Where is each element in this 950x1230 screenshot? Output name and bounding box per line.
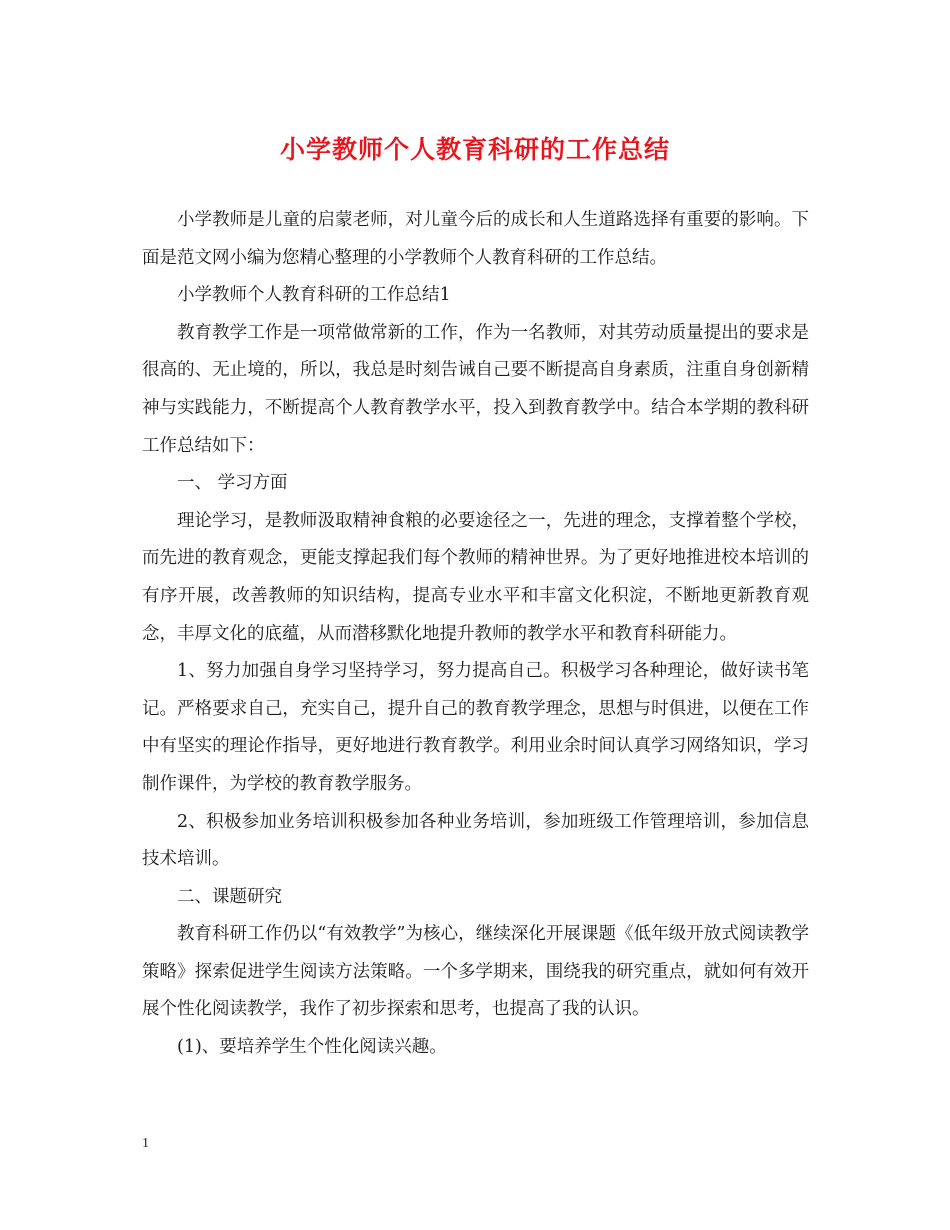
document-body: [142, 202, 809, 1067]
paragraph-reading-interest: (1)、要培养学生个性化阅读兴趣。: [177, 1037, 447, 1058]
paragraph-overview: 教育教学工作是一项常做常新的工作，作为一名教师，对其劳动质量提出的要求是很高的、无止境的，所以，我总是时刻告诫自己要不断提高自身素质，注重自身创新精神与实践能力，不断提高个人教育教学水平，投入到教育教学中。结合本学期的教科研工作总结如下：: [142, 322, 809, 456]
paragraph-section-title: 小学教师个人教育科研的工作总结1: [177, 285, 451, 306]
page-number: 1: [142, 1136, 149, 1151]
paragraph-intro: 小学教师是儿童的启蒙老师，对儿童今后的成长和人生道路选择有重要的影响。下面是范文网小编为您精心整理的小学教师个人教育科研的工作总结。: [142, 210, 809, 268]
paragraph-training: 2、积极参加业务培训积极参加各种业务培训，参加班级工作管理培训，参加信息技术培训。: [142, 811, 809, 870]
paragraph-self-study: 1、努力加强自身学习坚持学习，努力提高自己。积极学习各种理论，做好读书笔记。严格要求自己，充实自己，提升自己的教育教学理念，思想与时俱进，以便在工作中有坚实的理论作指导，更好地进行教育教学。利用业余时间认真学习网络知识，学习制作课件，为学校的教育教学服务。: [142, 661, 809, 794]
heading-study: 一、 学习方面: [177, 473, 288, 494]
paragraph-research: 教育科研工作仍以“有效教学”为核心，继续深化开展课题《低年级开放式阅读教学策略》探索促进学生阅读方法策略。一个多学期来，围绕我的研究重点，就如何有效开展个性化阅读教学，我作了初步探索和思考，也提高了我的认识。: [142, 924, 809, 1020]
document-title: 小学教师个人教育科研的工作总结: [279, 135, 670, 164]
paragraph-theory-study: 理论学习，是教师汲取精神食粮的必要途径之一，先进的理念，支撑着整个学校，而先进的教育观念，更能支撑起我们每个教师的精神世界。为了更好地推进校本培训的有序开展，改善教师的知识结构，提高专业水平和丰富文化积淀，不断地更新教育观念，丰厚文化的底蕴，从而潜移默化地提升教师的教学水平和教育科研能力。: [142, 510, 809, 644]
heading-research: 二、课题研究: [177, 886, 282, 907]
